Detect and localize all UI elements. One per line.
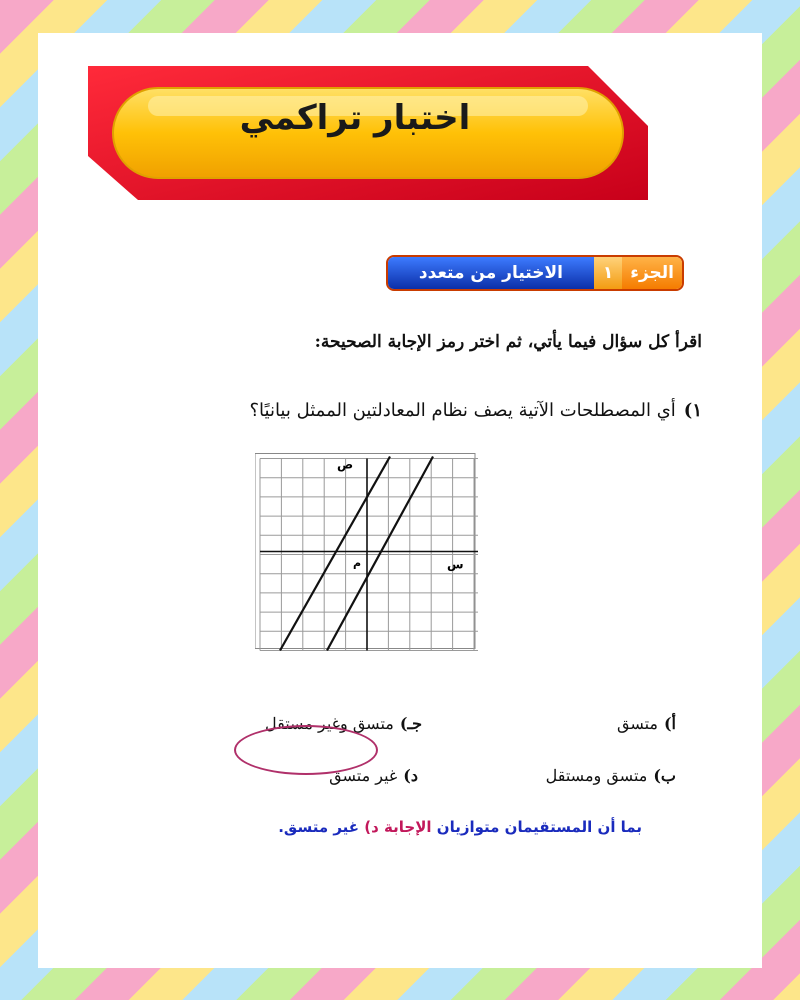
- section-part-label: الجزء: [622, 257, 682, 289]
- question-text: أي المصطلحات الآتية يصف نظام المعادلتين الممثل بيانيًا؟: [249, 400, 676, 421]
- answer-reason: بما أن المستقيمان متوازيان: [436, 818, 642, 836]
- option-b-text: متسق ومستقل: [545, 766, 648, 785]
- answer-result: غير متسق.: [278, 818, 360, 836]
- section-part-number: ١: [594, 257, 622, 289]
- option-d[interactable]: [329, 766, 418, 785]
- coordinate-graph: [255, 451, 485, 661]
- y-axis-label: ص: [337, 457, 354, 472]
- option-b[interactable]: [546, 766, 676, 785]
- instruction-text: اقرأ كل سؤال فيما يأتي، ثم اختر رمز الإجابة الصحيحة:: [314, 332, 702, 352]
- option-d-letter: د): [403, 766, 418, 785]
- option-d-text: غير متسق: [329, 766, 398, 785]
- section-badge: [386, 255, 684, 291]
- question-number: ١): [683, 400, 702, 421]
- answer-explanation: [278, 818, 642, 836]
- origin-label: م: [353, 556, 362, 570]
- answer-choice: الإجابة د): [364, 818, 432, 836]
- question-1: [249, 400, 702, 421]
- option-b-letter: ب): [653, 766, 676, 785]
- page-title: اختبار تراكمي: [239, 98, 471, 138]
- x-axis-label: س: [447, 557, 464, 572]
- line-1: [280, 457, 390, 651]
- line-2: [327, 457, 433, 651]
- option-a-letter: أ): [663, 714, 676, 733]
- option-c-text: متسق وغير مستقل: [265, 714, 394, 733]
- option-c-letter: جـ): [399, 714, 422, 733]
- option-a[interactable]: [617, 714, 676, 733]
- section-title: الاختيار من متعدد: [388, 257, 594, 289]
- option-a-text: متسق: [616, 714, 658, 733]
